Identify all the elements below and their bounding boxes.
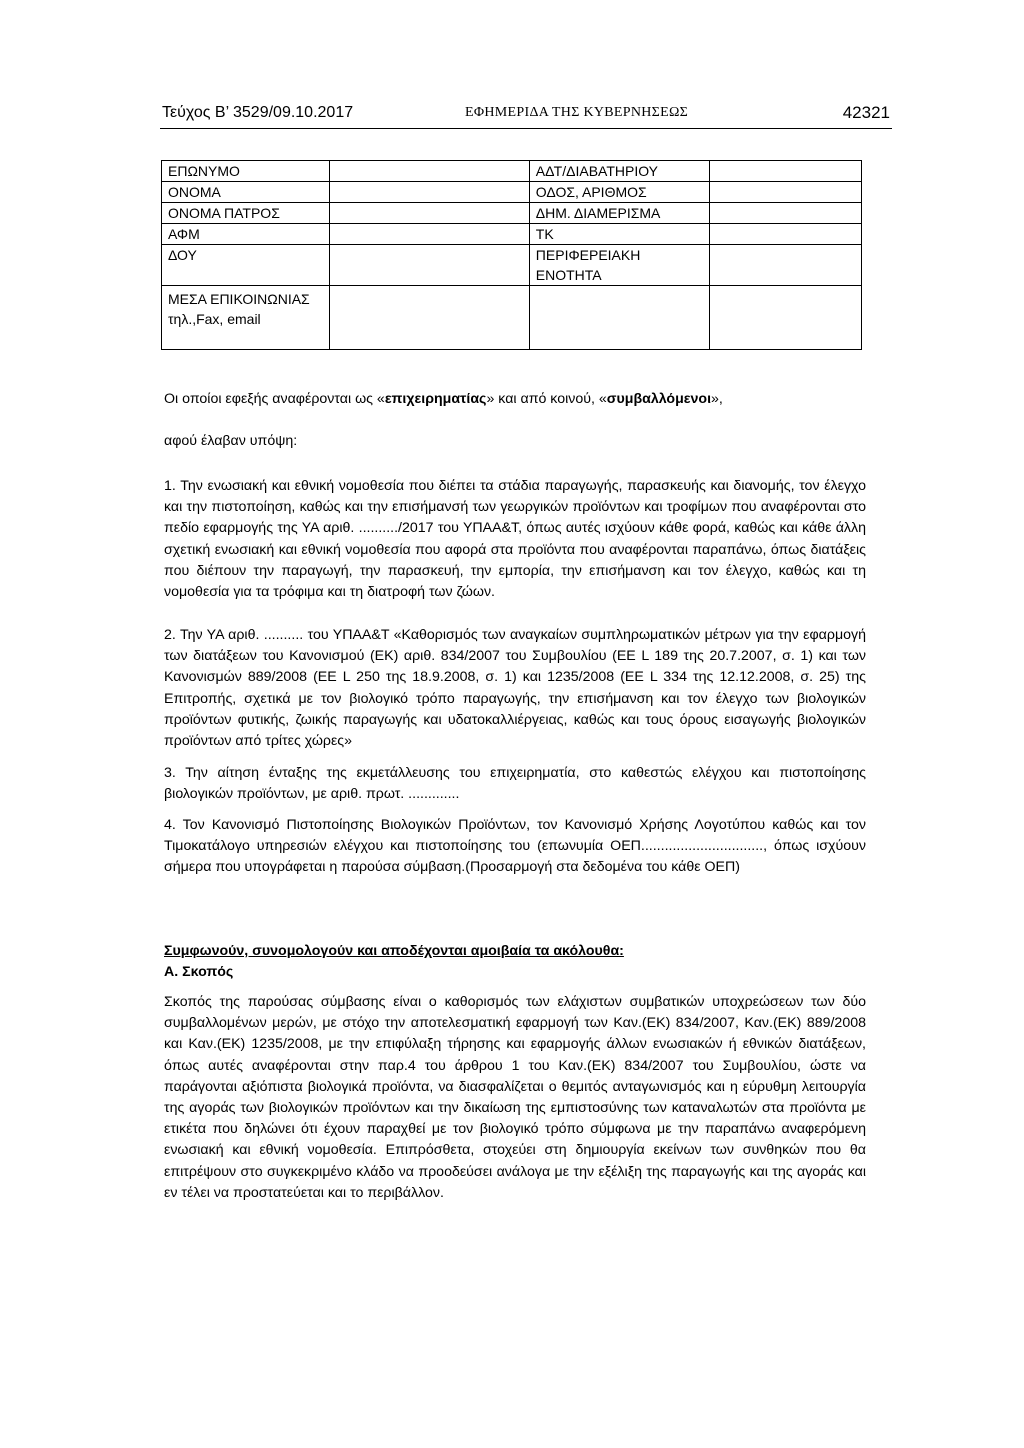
section-a-body: Σκοπός της παρούσας σύμβασης είναι ο καθορισμός των ελάχιστων συμβατικών υποχρεώσεων των δύο συμβαλλομένων μερών, με στόχο την αποτελεσματική εφαρμογή των Καν.(ΕΚ) 834/2007, Καν.(ΕΚ) 889/2008 και Καν.(ΕΚ) 1235/2008, με την επιφύλαξη τήρησης και εφαρμογής άλλων ενωσιακών ή εθνικών διατάξεων, όπως αυτές αναφέρονται στην παρ.4 του άρθρου 1 του Καν.(ΕΚ) 834/2007 του Συμβουλίου, ώστε να παράγονται αξιόπιστα βιολογικά προϊόντα, να διασφαλίζεται ο θεμιτός ανταγωνισμός και η εύρυθμη λειτουργία της αγοράς των βιολογικών προϊόντων και την δικαίωση της εμπιστοσύνης των καταναλωτών στα προϊόντα με ετικέτα που δηλώνει ότι έχουν παραχθεί με τον βιολογικό τρόπο σύμφωνα με την παραπάνω αναφερόμενη ενωσιακή και εθνική νομοθεσία. Επιπρόσθετα, στοχεύει στη δημιουργία εκείνων των συνθηκών που θα επιτρέψουν στο συγκεκριμένο κλάδο να προοδεύσει ανάλογα με την εξέλιξη της παραγωγής και της αγοράς και εν τέλει να προστατεύεται και το περιβάλλον. — [164, 994, 866, 1201]
section-a-title: Α. Σκοπός — [164, 964, 234, 980]
form-label: ΔΗΜ. ΔΙΑΜΕΡΙΣΜΑ — [529, 203, 709, 224]
form-value-field[interactable] — [329, 161, 529, 182]
intro-text: » και από κοινού, « — [486, 391, 607, 407]
item-2: 2. Την ΥΑ αριθ. .......... του ΥΠΑΑ&Τ «Καθορισμός των αναγκαίων συμπληρωματικών μέτρων για την εφαρμογή των διατάξεων του Κανονισμού (ΕΚ) αριθ. 834/2007 του Συμβουλίου (ΕΕ L 189 της 20.7.2007, σ. 1) και των Κανονισμών 889/2008 (ΕΕ L 250 της 18.9.2008, σ. 1) και 1235/2008 (ΕΕ L 334 της 12.12.2008, σ. 25) της Επιτροπής, σχετικά με τον βιολογικό τρόπο παραγωγής, την επισήμανση και τον έλεγχο των βιολογικών προϊόντων φυτικής, ζωικής παραγωγής και υδατοκαλλιέργειας, καθώς και τους όρους εισαγωγής βιολογικών προϊόντων από τρίτες χώρες» — [164, 627, 866, 750]
page-number: 42321 — [842, 103, 890, 122]
form-label: ΟΝΟΜΑ ΠΑΤΡΟΣ — [162, 203, 330, 224]
form-row — [162, 182, 862, 203]
form-value-field[interactable] — [710, 161, 862, 182]
intro-text: Οι οποίοι εφεξής αναφέρονται ως « — [164, 391, 385, 407]
form-label: ΜΕΣΑ ΕΠΙΚΟΙΝΩΝΙΑΣ τηλ.,Fax, email — [162, 286, 330, 350]
intro-text: », — [711, 391, 723, 407]
agreement-heading-text: Συμφωνούν, συνομολογούν και αποδέχονται αμοιβαία τα ακόλουθα: — [164, 943, 624, 959]
gazette-title: ΕΦΗΜΕΡΙΔΑ ΤΗΣ ΚΥΒΕΡΝΗΣΕΩΣ — [465, 105, 689, 120]
form-label: ΕΠΩΝΥΜΟ — [162, 161, 330, 182]
intro-line — [164, 389, 866, 410]
form-value-field[interactable] — [329, 286, 529, 350]
form-value-field[interactable] — [329, 182, 529, 203]
form-label — [529, 286, 709, 350]
term-parties: συμβαλλόμενοι — [606, 391, 712, 407]
page-header — [160, 100, 892, 129]
form-value-field[interactable] — [710, 203, 862, 224]
form-row — [162, 161, 862, 182]
term-entrepreneur: επιχειρηματίας — [384, 391, 487, 407]
personal-details-form — [161, 160, 862, 350]
form-value-field[interactable] — [710, 182, 862, 203]
item-4: 4. Τον Κανονισμό Πιστοποίησης Βιολογικών Προϊόντων, τον Κανονισμό Χρήσης Λογοτύπου καθώς και τον Τιμοκατάλογο υπηρεσιών ελέγχου και πιστοποίησης του (επωνυμία ΟΕΠ..............................., όπως ισχύουν σήμερα που υπογράφεται η παρούσα σύμβαση.(Προσαρμογή στα δεδομένα του κάθε ΟΕΠ) — [164, 817, 866, 876]
form-value-field[interactable] — [710, 224, 862, 245]
item-1: 1. Την ενωσιακή και εθνική νομοθεσία που διέπει τα στάδια παραγωγής, παρασκευής και διανομής, τον έλεγχο και την πιστοποίηση, καθώς και την επισήμανσή των γεωργικών προϊόντων και τροφίμων που αναφέρονται στο πεδίο εφαρμογής της ΥΑ αριθ. ........../2017 του ΥΠΑΑ&Τ, όπως αυτές ισχύουν κάθε φορά, καθώς και κάθε άλλη σχετική ενωσιακή και εθνική νομοθεσία που αφορά στα προϊόντα που αναφέρονται παραπάνω, όπως διατάξεις που διέπουν την παραγωγή, την παρασκευή, την εμπορία, την επισήμανση και τον έλεγχο, καθώς και τη νομοθεσία για τα τρόφιμα και τη διατροφή των ζώων. — [164, 478, 866, 601]
form-row — [162, 224, 862, 245]
form-label: ΟΝΟΜΑ — [162, 182, 330, 203]
agreement-heading — [164, 941, 866, 962]
form-label: ΑΔΤ/ΔΙΑΒΑΤΗΡΙΟΥ — [529, 161, 709, 182]
form-value-field[interactable] — [329, 224, 529, 245]
form-label: ΑΦΜ — [162, 224, 330, 245]
form-row — [162, 286, 862, 350]
form-label: ΟΔΟΣ, ΑΡΙΘΜΟΣ — [529, 182, 709, 203]
form-value-field[interactable] — [329, 203, 529, 224]
form-label: ΤΚ — [529, 224, 709, 245]
form-value-field[interactable] — [329, 245, 529, 286]
form-row — [162, 245, 862, 286]
form-row — [162, 203, 862, 224]
considerations-intro: αφού έλαβαν υπόψη: — [164, 433, 298, 449]
issue-number: Τεύχος Β’ 3529/09.10.2017 — [162, 104, 354, 121]
item-3: 3. Την αίτηση ένταξης της εκμετάλλευσης του επιχειρηματία, στο καθεστώς ελέγχου και πιστοποίησης βιολογικών προϊόντων, με αριθ. πρωτ. ............. — [164, 765, 866, 803]
form-value-field[interactable] — [710, 286, 862, 350]
form-label: ΔΟΥ — [162, 245, 330, 286]
form-value-field[interactable] — [710, 245, 862, 286]
form-label: ΠΕΡΙΦΕΡΕΙΑΚΗ ΕΝΟΤΗΤΑ — [529, 245, 709, 286]
